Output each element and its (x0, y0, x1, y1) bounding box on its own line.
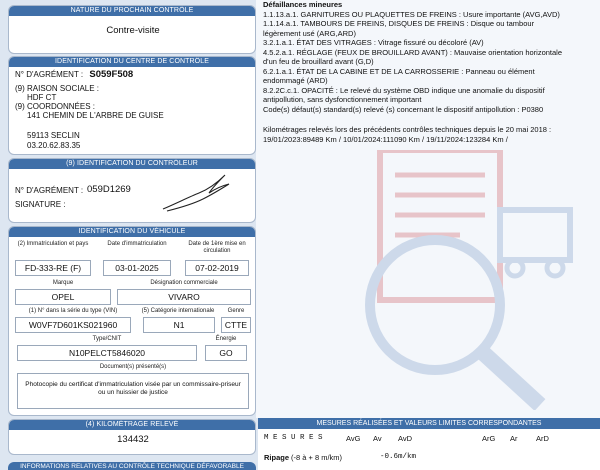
categorie-value: N1 (143, 317, 215, 333)
signature-scribble (159, 169, 239, 214)
vehicule-header: IDENTIFICATION DU VÉHICULE (9, 227, 255, 237)
categorie-label: (5) Catégorie internationale (141, 308, 215, 314)
ripage-limit: (-8 à + 8 m/km) (291, 453, 343, 462)
report-watermark-icon (340, 150, 580, 410)
defaillance-line: endommagé (ARD) (263, 76, 328, 85)
defaillance-line: 1.1.13.a.1. GARNITURES OU PLAQUETTES DE FREINS : Usure importante (AVG,AVD) (263, 9, 560, 19)
date-immat-label: Date d'immatriculation (107, 241, 167, 247)
mesures-col-avd: AvD (398, 434, 413, 443)
kilometrage-header: (4) KILOMÉTRAGE RELEVÉ (9, 420, 255, 430)
centre-panel (8, 56, 256, 155)
marque-value: OPEL (15, 289, 111, 305)
km-history-line: 19/01/2023:89489 Km / 10/01/2024:111090 Km / 19/11/2024:123284 Km / (263, 134, 508, 144)
mesures-col-av: Av (373, 434, 382, 443)
vehicule-panel (8, 226, 256, 416)
genre-value: CTTE (221, 317, 251, 333)
mesures-title: M E S U R E S (264, 434, 323, 442)
kilometrage-value: 134432 (117, 434, 149, 445)
defaillance-line: 1.1.14.a.1. TAMBOURS DE FREINS, DISQUES DE FREINS : Disque ou tambour (263, 19, 535, 28)
mesures-col-arg: ArG (482, 434, 496, 443)
date-circ-value: 07-02-2019 (185, 260, 249, 276)
centre-agrement-value: S059F508 (89, 69, 134, 80)
nature-header: NATURE DU PROCHAIN CONTRÔLE (9, 6, 255, 16)
defaillance-line: Code(s) défaut(s) standard(s) relevé (s) concernant le dispositif antipollution : P0380 (263, 104, 544, 114)
genre-label: Genre (227, 308, 245, 314)
defaillance-line: antipollution, sans dysfonctionnement important (263, 95, 422, 104)
energie-value: GO (205, 345, 247, 361)
controleur-panel (8, 158, 256, 223)
defaillance-line: 8.2.2C.c.1. OPACITÉ : Le relevé du système OBD indique une anomalie du dispositif (263, 85, 545, 95)
defaillance-line: 4.5.2.a.1. RÉGLAGE (FEUX DE BROUILLARD AVANT) : Mauvaise orientation horizontale (263, 47, 563, 57)
mesures-col-avg: AvG (346, 434, 361, 443)
controleur-agrement-value: 059D1269 (87, 184, 131, 195)
centre-agrement (15, 70, 133, 80)
mesures-col-ard: ArD (536, 434, 549, 443)
mesures-col-ar: Ar (510, 434, 518, 443)
controleur-agrement-label: N° D'AGRÉMENT : (15, 186, 84, 195)
mesures-header: MESURES RÉALISÉES ET VALEURS LIMITES CORRESPONDANTES (258, 418, 600, 429)
centre-header: IDENTIFICATION DU CENTRE DE CONTRÔLE (9, 57, 255, 67)
kilometrage-panel (8, 419, 256, 455)
defaillance-line: d'un feu de brouillard avant (G,D) (263, 57, 374, 66)
ripage-label: Ripage (264, 453, 290, 462)
designation-value: VIVARO (117, 289, 251, 305)
date-circ-label: Date de 1ère mise en circulation (188, 241, 246, 254)
controleur-header: (9) IDENTIFICATION DU CONTRÔLEUR (9, 159, 255, 169)
vin-label: (1) N° dans la série du type (VIN) (28, 308, 118, 314)
centre-phone: 03.20.62.83.35 (27, 141, 81, 150)
typecnit-value: N10PELCT5846020 (17, 345, 197, 361)
centre-raison-value: HDF CT (27, 93, 57, 102)
mesures-panel (258, 429, 600, 470)
ripage-value: -0.6m/km (380, 453, 417, 461)
controleur-signature-label: SIGNATURE : (15, 200, 66, 209)
km-history-line: Kilométrages relevés lors des précédents contrôles techniques depuis le 20 mai 2018 : (263, 125, 552, 134)
defaillance-line: 3.2.1.a.1. ÉTAT DES VITRAGES : Vitrage fissuré ou décoloré (AV) (263, 38, 484, 47)
marque-label: Marque (52, 280, 74, 286)
immat-label: (2) Immatriculation et pays (17, 241, 89, 247)
designation-label: Désignation commerciale (150, 280, 218, 286)
nature-value: Contre-visite (106, 25, 160, 36)
defaillance-line: 6.2.1.a.1. ÉTAT DE LA CABINE ET DE LA CARROSSERIE : Panneau ou élément (263, 66, 535, 76)
centre-address-2: 59113 SECLIN (27, 131, 80, 140)
energie-label: Énergie (215, 336, 237, 342)
centre-coord-label: (9) COORDONNÉES : (15, 102, 96, 111)
defaillances-title: Défaillances mineures (263, 0, 343, 9)
centre-agrement-label: N° D'AGRÉMENT : (15, 70, 84, 79)
documents-label: Document(s) présenté(s) (99, 364, 167, 370)
defaillance-line: légèrement usé (ARG,ARD) (263, 28, 356, 38)
vin-value: W0VF7D601KS021960 (15, 317, 131, 333)
typecnit-label: Type/CNIT (92, 336, 122, 342)
centre-raison-label: (9) RAISON SOCIALE : (15, 84, 100, 93)
immat-value: FD-333-RE (F) (15, 260, 91, 276)
documents-value: Photocopie du certificat d'immatriculation visée par un commissaire-priseur ou un huissier de justice (17, 373, 249, 409)
centre-address-1: 141 CHEMIN DE L'ARBRE DE GUISE (27, 111, 164, 120)
bottom-cut-header: INFORMATIONS RELATIVES AU CONTRÔLE TECHNIQUE DÉFAVORABLE (8, 462, 256, 470)
nature-panel (8, 5, 256, 54)
date-immat-value: 03-01-2025 (103, 260, 171, 276)
